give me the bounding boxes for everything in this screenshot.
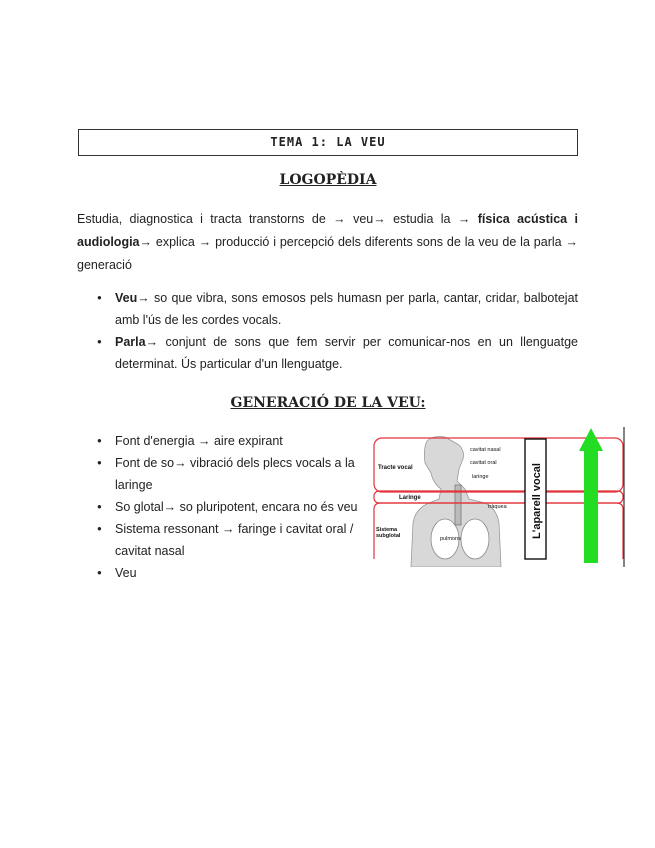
intro-text-2: → explica → producció i percepció dels diferents sons de la veu de la parla → generació [77,235,578,272]
term-parla: Parla [115,335,146,349]
label-cavitat-nasal: cavitat nasal [470,447,501,453]
label-sistema-subglotal [376,527,401,539]
label-subglotal: subglotal [376,533,401,539]
list-item: ● Font d'energia → aire expirant [77,430,369,452]
label-tracte-vocal: Tracte vocal [378,465,413,471]
section-heading-generacio: GENERACIÓ DE LA VEU: [230,395,426,411]
definition-veu: → so que vibra, sons emosos pels humasn per parla, cantar, cridar, balbotejat amb l'ús de les cordes vocals. [115,291,578,327]
intro-paragraph [77,208,578,277]
list-item: ● Sistema ressonant → faringe i cavitat oral / cavitat nasal [77,518,369,562]
section-heading-logopedia: LOGOPÈDIA [279,172,377,188]
list-item: ● So glotal→ so pluripotent, encara no és veu [77,496,369,518]
definitions-list [77,287,578,375]
list-item [77,287,578,331]
generation-list [77,430,369,584]
list-item [77,331,578,375]
label-laringe-side: Laringe [399,495,421,501]
list-item: ● Font de so→ vibració dels plecs vocals a la laringe [77,452,369,496]
airflow-arrow-icon [579,428,603,563]
label-pulmons: pulmons [440,536,461,542]
term-veu: Veu [115,291,138,305]
label-aparell-vocal: L'aparell vocal [531,463,543,539]
vocal-apparatus-diagram [373,427,631,567]
definition-parla: → conjunt de sons que fem servir per comunicar-nos en un llenguatge determinat. Ús particular d'un llenguatge. [115,335,578,371]
intro-text-1: Estudia, diagnostica i tracta transtorns de → veu→ estudia la → [77,212,478,226]
label-traquea: tràquea [488,504,507,510]
label-cavitat-oral: cavitat oral [470,460,497,466]
body-silhouette [411,437,501,568]
label-laringe: laringe [472,474,489,480]
list-item: ● Veu [77,562,369,584]
intro-bold-term: física acústica i audiologia [77,212,578,249]
label-sistema: Sistema [376,527,398,533]
document-title: TEMA 1: LA VEU [78,129,578,156]
